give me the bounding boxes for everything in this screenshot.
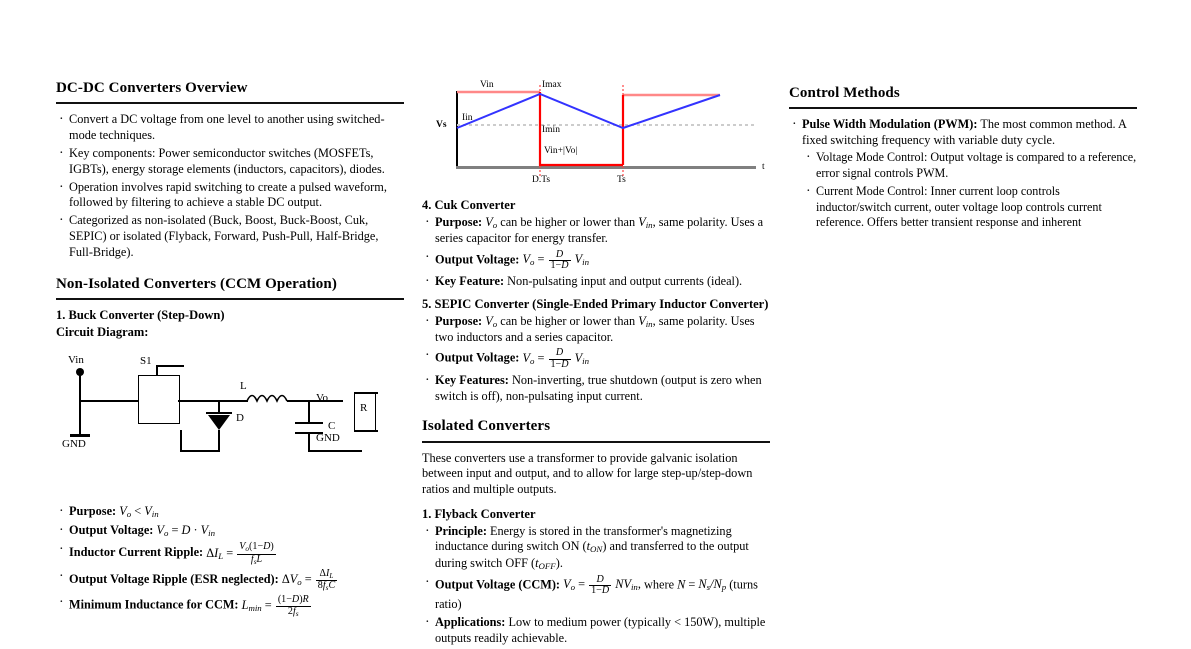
wire-vin-to-switch	[79, 400, 139, 402]
formula-label: Purpose:	[69, 504, 117, 519]
section-heading-overview: DC-DC Converters Overview	[56, 80, 248, 96]
bullet-text-tail: , same polarity. Uses a series capacitor for energy transfer.	[435, 215, 764, 246]
chart-annotation-imin: Imin	[542, 125, 560, 135]
wire-resistor-bottom	[354, 430, 378, 432]
chart-annotation-vin: Vin	[480, 80, 494, 90]
list-item-key-features	[422, 373, 770, 404]
switch-gate-lead	[156, 365, 184, 367]
converter-waveform-chart	[436, 80, 775, 192]
wire-inductor-to-output	[287, 400, 343, 402]
heading-rule	[422, 441, 770, 443]
wire-to-capacitor	[308, 400, 310, 422]
subsection-cuk-converter: 4. Cuk Converter	[422, 198, 516, 212]
list-item-key-feature	[422, 274, 770, 290]
subsection-buck-converter: 1. Buck Converter (Step-Down)	[56, 308, 225, 323]
bullet-text: can be higher or lower than	[497, 215, 639, 229]
wire-diode-return-up	[180, 430, 182, 451]
list-item-purpose	[422, 314, 770, 346]
wire-node-to-inductor	[218, 400, 248, 402]
symbol-vin: $V_{in}$	[638, 313, 653, 330]
formula-expression: $V_o = D \cdot V_{in}$	[156, 523, 216, 539]
heading-rule	[56, 102, 404, 104]
list-item-applications	[422, 615, 770, 646]
list-item-current-mode-control: · Current Mode Control: Inner current loop controls inductor/switch current, outer voltage loop controls current reference. Offers better transient response and inherent	[802, 184, 1137, 230]
circuit-label-l: L	[240, 380, 247, 393]
wire-diode-to-gnd	[218, 430, 220, 452]
diode-triangle	[208, 415, 230, 430]
formula-expression: $\Delta V_o$ = $\frac{\Delta I_L}{8f_sC}$	[281, 567, 336, 593]
control-methods-bullet-list	[789, 117, 1137, 230]
list-item-output-ripple	[56, 569, 404, 593]
column-two	[422, 80, 770, 649]
heading-rule	[56, 298, 404, 300]
bullet-text: Low to medium power (typically < 150W), multiple outputs readily achievable.	[435, 615, 766, 645]
column-one	[56, 80, 404, 621]
chart-tick-label-ts: Ts	[617, 175, 626, 185]
capacitor-plate-top	[295, 422, 323, 424]
list-item-output-voltage	[56, 523, 404, 539]
cuk-bullet-list	[422, 215, 770, 290]
bullet-label: Key Feature:	[435, 274, 505, 289]
list-item-output-voltage	[422, 348, 770, 370]
circuit-label-vo: Vo	[316, 392, 329, 405]
circuit-label-vin: Vin	[68, 354, 84, 367]
symbol-n: N	[677, 577, 686, 592]
wire-node-to-diode	[218, 400, 220, 412]
list-item: · Categorized as non-isolated (Buck, Boost, Buck-Boost, Cuk, SEPIC) or isolated (Flyback, Forward, Push-Pull, Half-Bridge, Full-Bridge).	[56, 213, 404, 260]
circuit-label-c: C	[328, 420, 336, 433]
heading-rule	[789, 107, 1137, 109]
formula-expression: $V_o < V_{in}$	[119, 504, 159, 520]
list-item-purpose	[56, 504, 404, 520]
subsection-flyback-converter: 1. Flyback Converter	[422, 506, 536, 521]
bullet-label: Pulse Width Modulation (PWM):	[802, 117, 978, 132]
bullet-text-tail: , same polarity. Uses two inductors and a series capacitor.	[435, 313, 755, 345]
list-item-principle: · Principle: Energy is stored in the transformer's magnetizing inductance during switch ON $(t_{ON})$ and transferred to the output during switch OFF $(t_{OFF})$.	[422, 524, 770, 573]
chart-x-axis-label: t	[762, 162, 765, 172]
bullet-label: Output Voltage:	[435, 251, 520, 266]
formula-expression: $V_o$ = $\frac{D}{1-D}$ $NV_{in}$,	[563, 573, 644, 597]
bullet-label: Principle:	[435, 523, 487, 538]
wire-resistor-top	[354, 392, 378, 394]
flyback-bullet-list	[422, 524, 770, 647]
list-item-pwm	[789, 117, 1137, 230]
chart-annotation-imax: Imax	[542, 80, 562, 90]
section-heading-isolated: Isolated Converters	[422, 418, 551, 435]
ground-symbol-left	[70, 434, 90, 437]
wire-vin-rail	[79, 372, 81, 434]
list-item-output-voltage-ccm: · Output Voltage (CCM): $V_o$ = $\frac{D}{1-D}$ $NV_{in}$, where $N = N_s/N_p$ (turns ratio)	[422, 575, 770, 613]
inductor-current-waveform	[457, 94, 720, 128]
diode-bar	[206, 412, 232, 414]
formula-expression: $\Delta I_L$ = $\frac{V_o(1-D)}{f_sL}$	[206, 541, 274, 566]
symbol-vo: $V_o$	[485, 313, 498, 330]
chart-tick-label-dts: D.Ts	[532, 175, 551, 185]
wire-diode-return	[180, 450, 220, 452]
list-item-inductor-ripple	[56, 542, 404, 566]
switch-s1-body	[138, 375, 180, 424]
bullet-label: Key Features:	[435, 373, 509, 388]
symbol-ton: $t_{ON}$	[586, 539, 603, 555]
bullet-text: Non-pulsating input and output currents (ideal).	[507, 274, 743, 289]
bullet-text: can be higher or lower than	[497, 313, 639, 328]
wire-bottom-return	[308, 450, 362, 452]
circuit-label-s1: S1	[140, 355, 152, 368]
sepic-bullet-list	[422, 314, 770, 404]
circuit-diagram-caption: Circuit Diagram:	[56, 325, 149, 340]
switch-gate-stem	[156, 366, 158, 376]
bullet-text: Non-inverting, true shutdown (output is zero when switch is off), non-pulsating input current.	[435, 373, 762, 403]
section-heading-non-isolated: Non-Isolated Converters (CCM Operation)	[56, 276, 337, 293]
symbol-vo: $V_o$	[485, 215, 498, 231]
list-item: · Operation involves rapid switching to create a pulsed waveform, followed by filtering to achieve a stable DC output.	[56, 180, 404, 211]
list-item-voltage-mode-control: · Voltage Mode Control: Output voltage is compared to a reference, error signal controls PWM.	[802, 150, 1137, 181]
formula-label: Inductor Current Ripple:	[69, 545, 204, 560]
chart-annotation-iin: Iin	[462, 113, 473, 123]
chart-y-axis-label: Vs	[436, 120, 447, 130]
formula-expression: $L_{min}$ = $\frac{(1-D)R}{2f_s}$	[241, 594, 309, 618]
bullet-label: Purpose:	[435, 313, 483, 328]
list-item-purpose	[422, 215, 770, 247]
formula-expression: $V_o$ = $\frac{D}{1-D}$ $V_{in}$	[522, 347, 589, 371]
circuit-label-d: D	[236, 412, 244, 425]
bullet-label: Output Voltage (CCM):	[435, 577, 561, 592]
pwm-sub-bullet-list	[802, 150, 1137, 230]
list-item-output-voltage	[422, 250, 770, 272]
symbol-vin: $V_{in}$	[638, 215, 653, 231]
formula-expression: $V_o$ = $\frac{D}{1-D}$ $V_{in}$	[522, 248, 589, 272]
chart-waveform-svg	[440, 80, 775, 192]
circuit-label-gnd-left: GND	[62, 438, 86, 451]
formula-label: Output Voltage Ripple (ESR neglected):	[69, 571, 279, 586]
wire-switch-to-node	[178, 400, 222, 402]
column-three	[789, 80, 1137, 233]
circuit-label-r: R	[360, 402, 368, 415]
formula-label: Minimum Inductance for CCM:	[69, 597, 239, 612]
bullet-text: The most common method. A fixed switching frequency with variable duty cycle.	[802, 117, 1127, 147]
list-item: · Convert a DC voltage from one level to another using switched-mode techniques.	[56, 112, 404, 143]
circuit-label-gnd-right: GND	[316, 432, 340, 445]
overview-bullet-list	[56, 112, 404, 260]
bullet-label: Purpose:	[435, 215, 483, 229]
section-heading-control-methods: Control Methods	[789, 85, 900, 101]
subsection-sepic-converter: 5. SEPIC Converter (Single-Ended Primary Inductor Converter)	[422, 296, 769, 311]
list-item-min-inductance	[56, 595, 404, 618]
bullet-label: Output Voltage:	[435, 350, 520, 365]
isolated-lead-paragraph: These converters use a transformer to provide galvanic isolation between input and output, and to allow for large step-up/step-down ratios and multiple outputs.	[422, 450, 753, 497]
chart-annotation-vin-plus-vo: Vin+|Vo|	[544, 146, 578, 156]
buck-converter-circuit-diagram	[58, 354, 388, 484]
formula-label: Output Voltage:	[69, 523, 154, 538]
symbol-ns-np: $N_s/N_p$	[698, 577, 727, 593]
buck-formula-list	[56, 504, 404, 618]
bullet-label: Applications:	[435, 615, 506, 630]
symbol-toff: $t_{OFF}$	[535, 555, 556, 572]
inductor-coil-icon	[246, 392, 290, 408]
list-item: · Key components: Power semiconductor switches (MOSFETs, IGBTs), energy storage elements (inductors, capacitors), diodes.	[56, 146, 404, 177]
